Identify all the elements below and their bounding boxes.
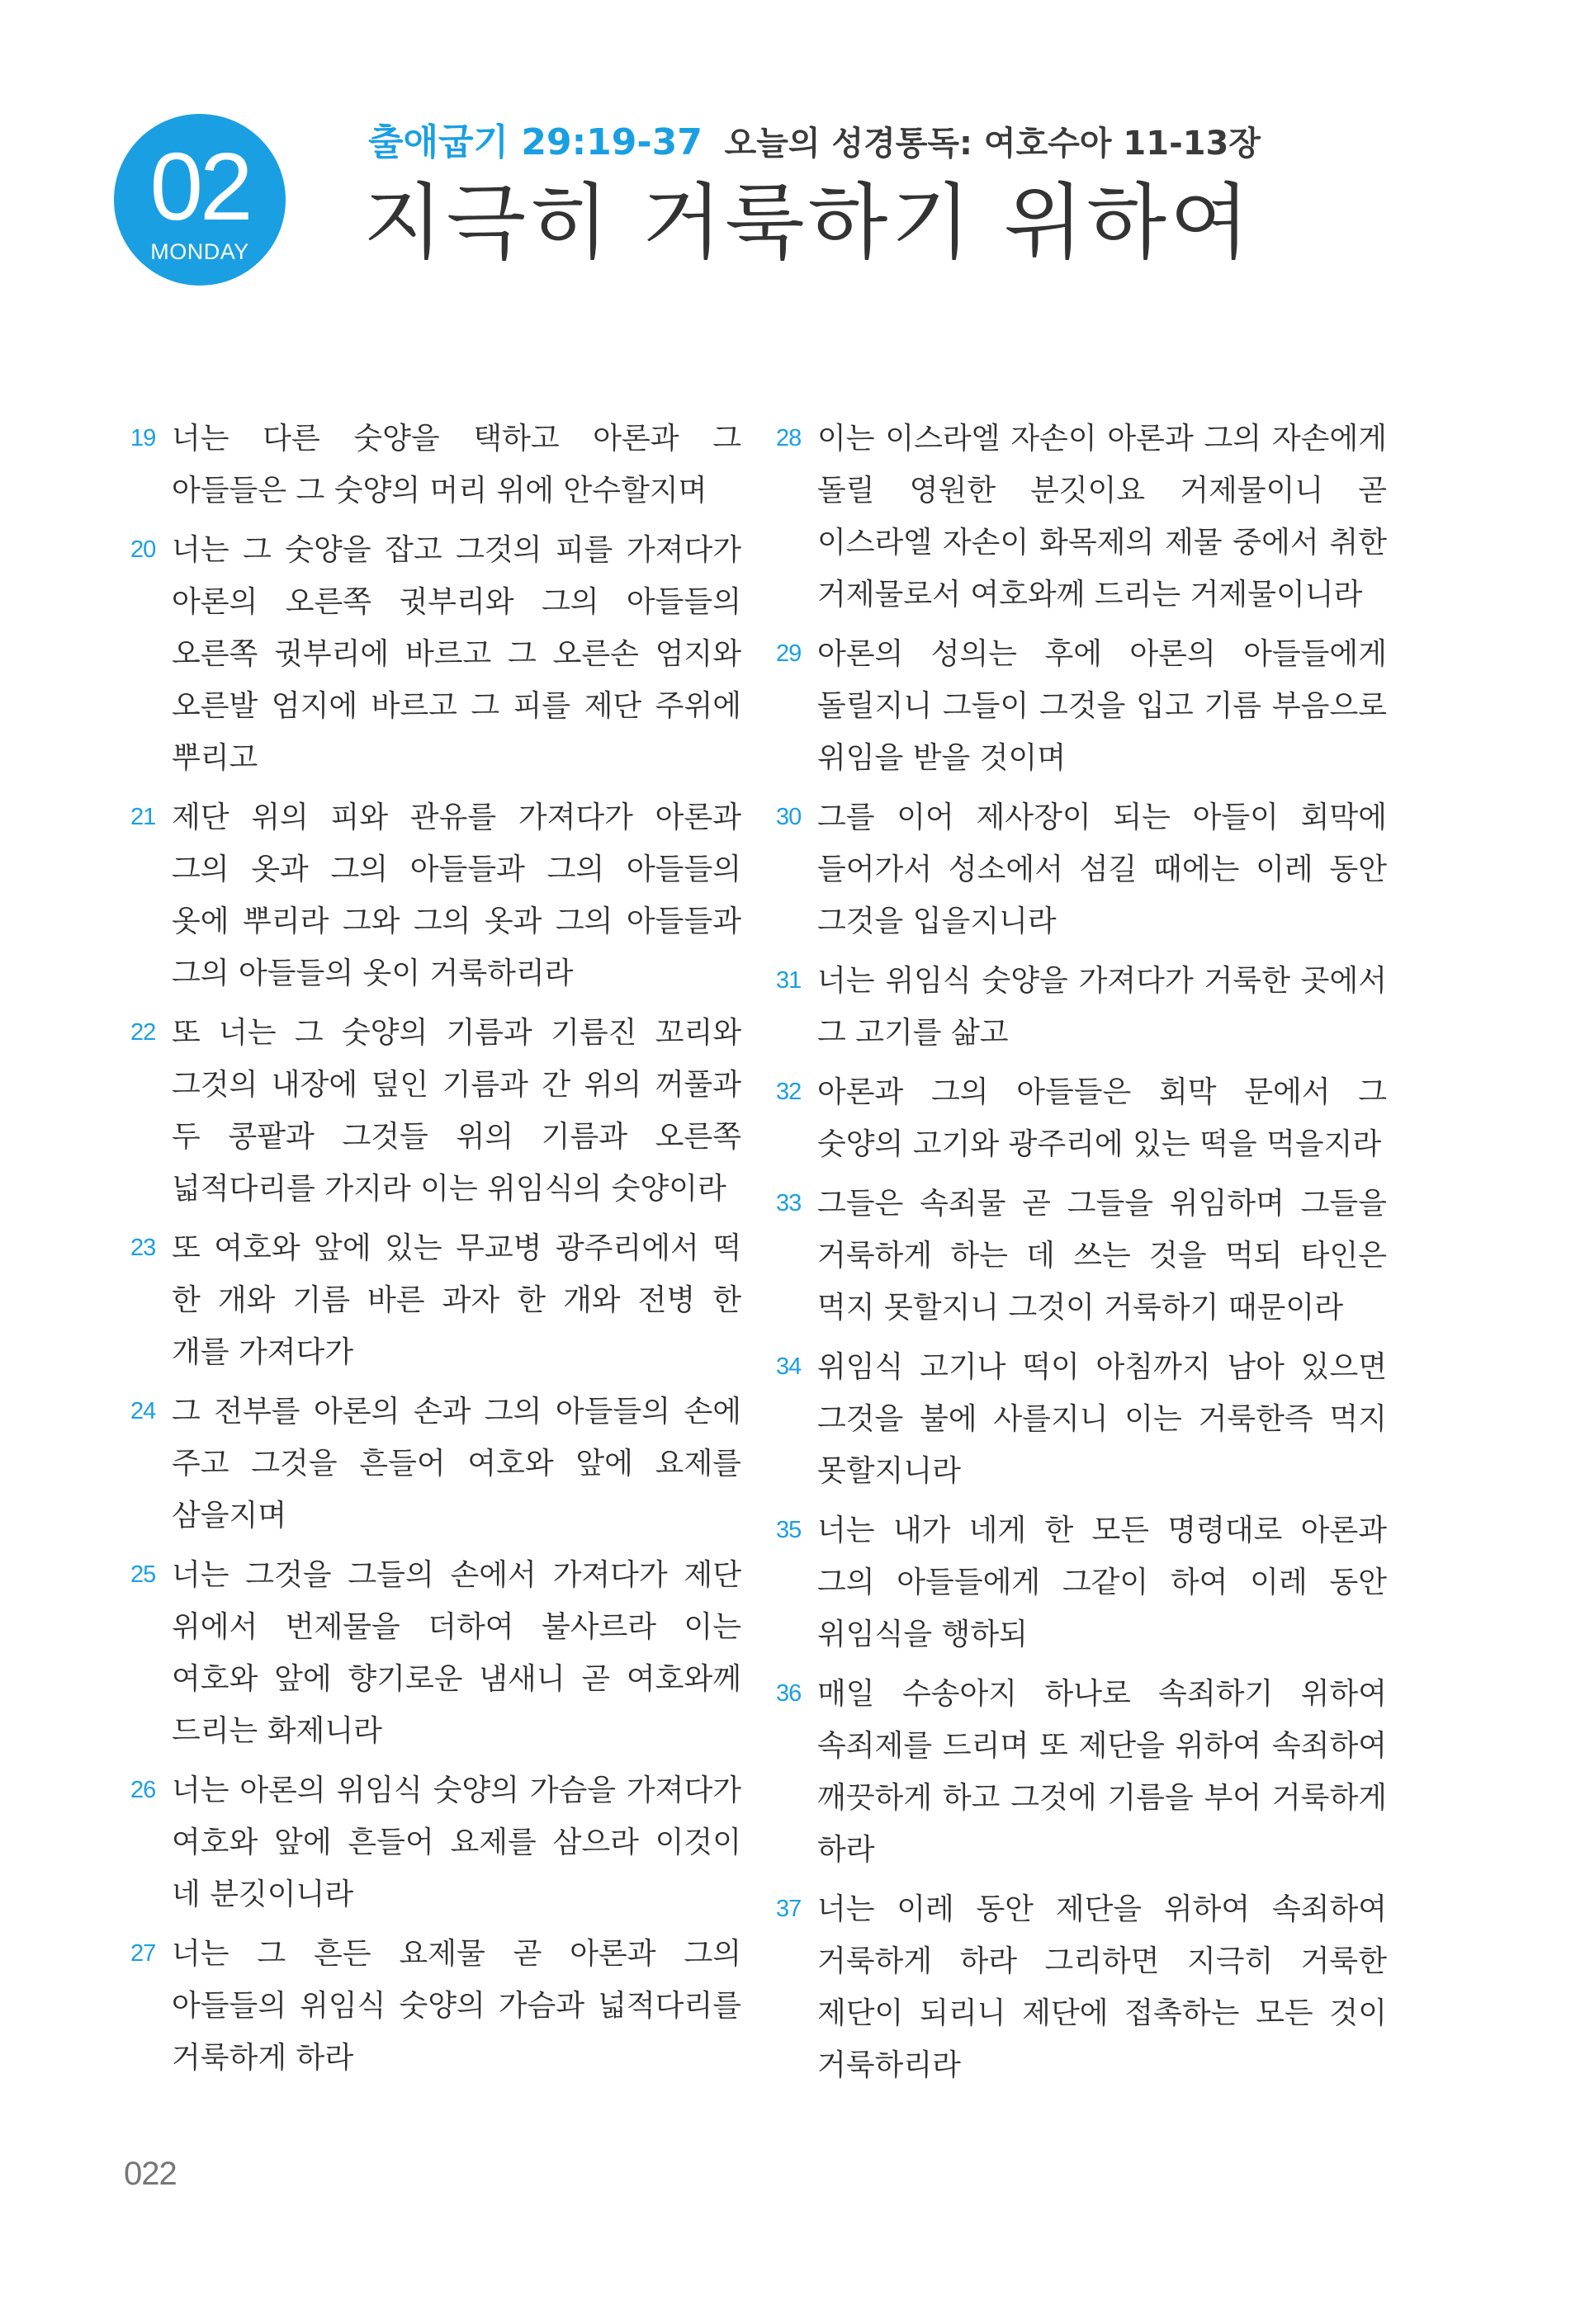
verse-number: 31 <box>776 967 802 994</box>
verse-column-left <box>130 413 741 2091</box>
page-number: 022 <box>124 2156 177 2192</box>
verse <box>776 1504 1387 1660</box>
verse-number: 29 <box>776 640 802 667</box>
verse-number: 19 <box>130 425 156 451</box>
verse-number: 33 <box>776 1190 802 1216</box>
verse-text: 아론과 그의 아들들은 회막 문에서 그 숫양의 고기와 광주리에 있는 떡을 먹을지라 <box>817 1075 1387 1161</box>
verse <box>776 1668 1387 1876</box>
verse-number: 24 <box>130 1398 156 1424</box>
verse <box>776 955 1387 1059</box>
verse-text: 그들은 속죄물 곧 그들을 위임하며 그들을 거룩하게 하는 데 쓰는 것을 먹되 타인은 먹지 못할지니 그것이 거룩하기 때문이라 <box>817 1187 1387 1325</box>
verse-number: 34 <box>776 1353 802 1380</box>
verse-number: 35 <box>776 1517 802 1543</box>
verse-text: 너는 이레 동안 제단을 위하여 속죄하여 거룩하게 하라 그리하면 지극히 거룩한 제단이 되리니 제단에 접촉하는 모든 것이 거룩하리라 <box>817 1892 1387 2082</box>
scripture-reference: 출애굽기 29:19-37 <box>368 121 703 163</box>
verse-text: 매일 수송아지 하나로 속죄하기 위하여 속죄제를 드리며 또 제단을 위하여 속죄하여 깨끗하게 하고 그것에 기름을 부어 거룩하게 하라 <box>817 1677 1387 1867</box>
verse-number: 22 <box>130 1019 156 1046</box>
verse <box>776 413 1387 621</box>
verse-text: 너는 그 숫양을 잡고 그것의 피를 가져다가 아론의 오른쪽 귓부리와 그의 아들들의 오른쪽 귓부리에 바르고 그 오른손 엄지와 오른발 엄지에 바르고 그 피를 제단 주위에 뿌리고 <box>172 533 741 775</box>
verse <box>776 791 1387 947</box>
day-badge <box>114 114 286 286</box>
verse-text: 그를 이어 제사장이 되는 아들이 회막에 들어가서 성소에서 섬길 때에는 이레 동안 그것을 입을지니라 <box>817 801 1387 938</box>
page-title: 지극히 거룩하기 위하여 <box>363 174 1253 271</box>
verse <box>130 1386 741 1542</box>
verse-text: 위임식 고기나 떡이 아침까지 남아 있으면 그것을 불에 사를지니 이는 거룩한즉 먹지 못할지니라 <box>817 1350 1387 1488</box>
verse-text: 아론의 성의는 후에 아론의 아들들에게 돌릴지니 그들이 그것을 입고 기름 부음으로 위임을 받을 것이며 <box>817 637 1387 775</box>
verse-text: 너는 다른 숫양을 택하고 아론과 그 아들들은 그 숫양의 머리 위에 안수할지며 <box>172 422 741 508</box>
verse-text: 또 여호와 앞에 있는 무교병 광주리에서 떡 한 개와 기름 바른 과자 한 개와 전병 한 개를 가져다가 <box>172 1231 741 1369</box>
verse <box>776 1066 1387 1170</box>
verse-number: 26 <box>130 1777 156 1803</box>
verse-text: 그 전부를 아론의 손과 그의 아들들의 손에 주고 그것을 흔들어 여호와 앞에 요제를 삼을지며 <box>172 1395 741 1533</box>
verse <box>130 1928 741 2084</box>
verse-text: 또 너는 그 숫양의 기름과 기름진 꼬리와 그것의 내장에 덮인 기름과 간 위의 꺼풀과 두 콩팥과 그것들 위의 기름과 오른쪽 넓적다리를 가지라 이는 위임식의 숫양이라 <box>172 1016 741 1206</box>
verse <box>776 1178 1387 1334</box>
verse <box>130 1764 741 1920</box>
today-reading: 오늘의 성경통독: 여호수아 11-13장 <box>724 125 1261 163</box>
verse-number: 23 <box>130 1235 156 1261</box>
verse-column-right <box>776 413 1387 2099</box>
verse <box>130 1007 741 1215</box>
verse <box>776 1883 1387 2091</box>
verse-text: 너는 위임식 숫양을 가져다가 거룩한 곳에서 그 고기를 삶고 <box>817 964 1387 1050</box>
verse-number: 32 <box>776 1079 802 1105</box>
verse <box>776 628 1387 784</box>
verse-number: 20 <box>130 536 156 563</box>
day-number: 02 <box>149 133 250 240</box>
verse <box>130 413 741 517</box>
verse-number: 28 <box>776 425 802 451</box>
verse-text: 너는 그 흔든 요제물 곧 아론과 그의 아들들의 위임식 숫양의 가슴과 넓적다리를 거룩하게 하라 <box>172 1937 741 2075</box>
verse-text: 이는 이스라엘 자손이 아론과 그의 자손에게 돌릴 영원한 분깃이요 거제물이니 곧 이스라엘 자손이 화목제의 제물 중에서 취한 거제물로서 여호와께 드리는 거제물이니라 <box>817 422 1387 612</box>
verse-number: 30 <box>776 804 802 830</box>
verse <box>130 1549 741 1757</box>
verse-text: 너는 내가 네게 한 모든 명령대로 아론과 그의 아들들에게 그같이 하여 이레 동안 위임식을 행하되 <box>817 1514 1387 1651</box>
verse-number: 36 <box>776 1680 802 1707</box>
verse-number: 37 <box>776 1896 802 1922</box>
verse <box>130 791 741 999</box>
verse <box>130 524 741 784</box>
verse-number: 27 <box>130 1940 156 1967</box>
verse-text: 너는 그것을 그들의 손에서 가져다가 제단 위에서 번제물을 더하여 불사르라 이는 여호와 앞에 향기로운 냄새니 곧 여호와께 드리는 화제니라 <box>172 1558 741 1748</box>
header-line <box>368 120 1261 166</box>
verse <box>130 1222 741 1378</box>
weekday-label: MONDAY <box>150 239 249 264</box>
verse-number: 21 <box>130 804 156 830</box>
verse-text: 제단 위의 피와 관유를 가져다가 아론과 그의 옷과 그의 아들들과 그의 아들들의 옷에 뿌리라 그와 그의 옷과 그의 아들들과 그의 아들들의 옷이 거룩하리라 <box>172 801 741 990</box>
verse <box>776 1341 1387 1497</box>
verse-text: 너는 아론의 위임식 숫양의 가슴을 가져다가 여호와 앞에 흔들어 요제를 삼으라 이것이 네 분깃이니라 <box>172 1774 741 1911</box>
verse-number: 25 <box>130 1561 156 1588</box>
